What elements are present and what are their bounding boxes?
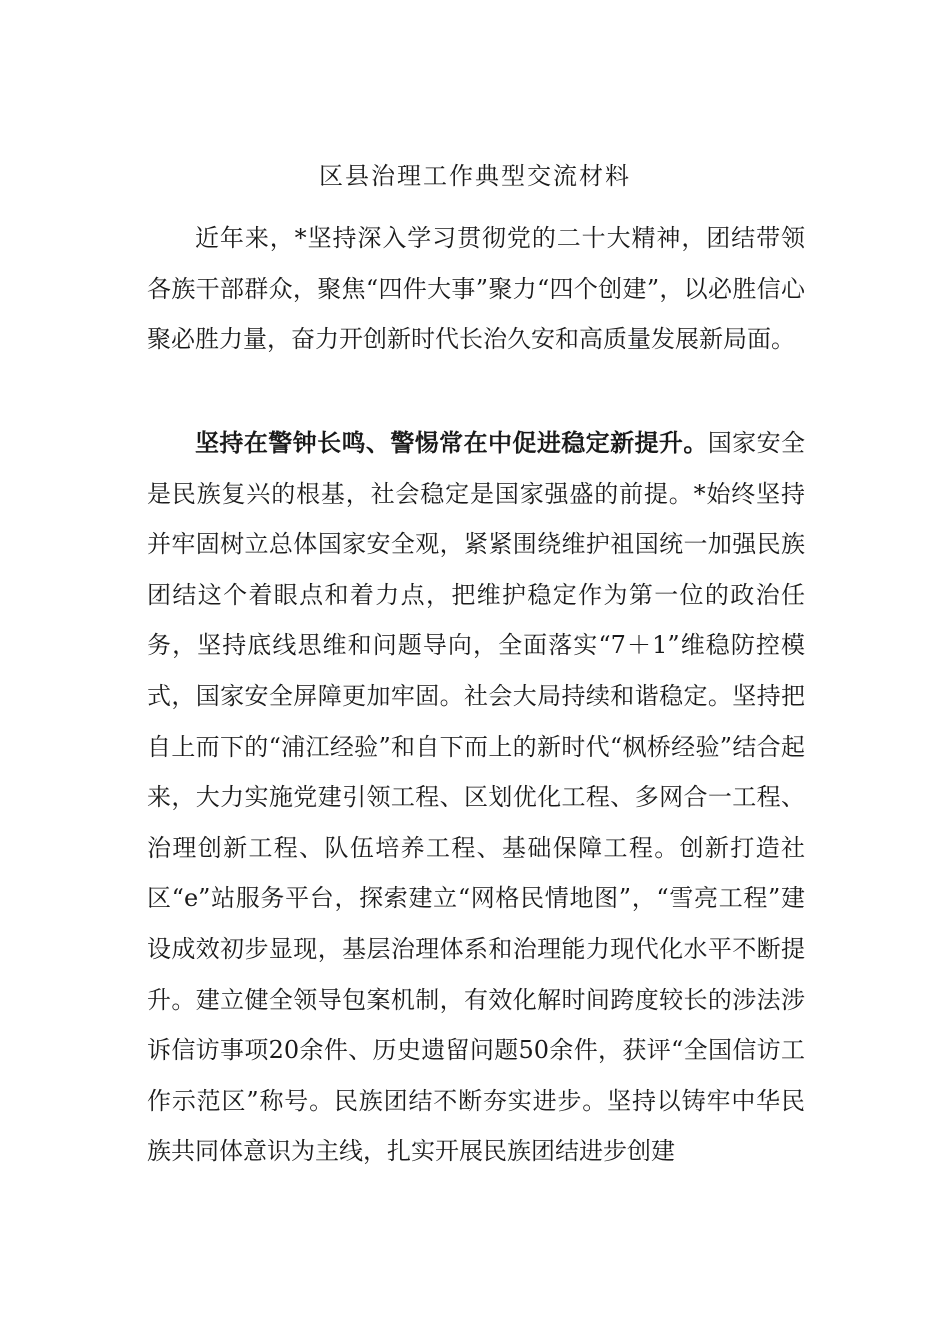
intro-paragraph-text: 近年来，*坚持深入学习贯彻党的二十大精神，团结带领各族干部群众，聚焦“四件大事”聚力“四个创建”，以必胜信心聚必胜力量，奋力开创新时代长治久安和高质量发展新局面。	[147, 224, 805, 354]
document-title: 区县治理工作典型交流材料	[319, 162, 631, 190]
stability-paragraph-text: 国家安全是民族复兴的根基，社会稳定是国家强盛的前提。*始终坚持并牢固树立总体国家安全观，紧紧围绕维护祖国统一加强民族团结这个着眼点和着力点，把维护稳定作为第一位的政治任务，坚持底线思维和问题导向，全面落实“7＋1”维稳防控模式，国家安全屏障更加牢固。社会大局持续和谐稳定。坚持把自上而下的“浦江经验”和自下而上的新时代“枫桥经验”结合起来，大力实施党建引领工程、区划优化工程、多网合一工程、治理创新工程、队伍培养工程、基础保障工程。创新打造社区“e”站服务平台，探索建立“网格民情地图”，“雪亮工程”建设成效初步显现，基层治理体系和治理能力现代化水平不断提升。建立健全领导包案机制，有效化解时间跨度较长的涉法涉诉信访事项20余件、历史遗留问题50余件，获评“全国信访工作示范区”称号。民族团结不断夯实进步。坚持以铸牢中华民族共同体意识为主线，扎实开展民族团结进步创建	[147, 429, 805, 1166]
intro-paragraph	[147, 213, 805, 365]
stability-paragraph-heading: 坚持在警钟长鸣、警惕常在中促进稳定新提升。	[195, 428, 708, 457]
stability-paragraph	[147, 418, 805, 1177]
